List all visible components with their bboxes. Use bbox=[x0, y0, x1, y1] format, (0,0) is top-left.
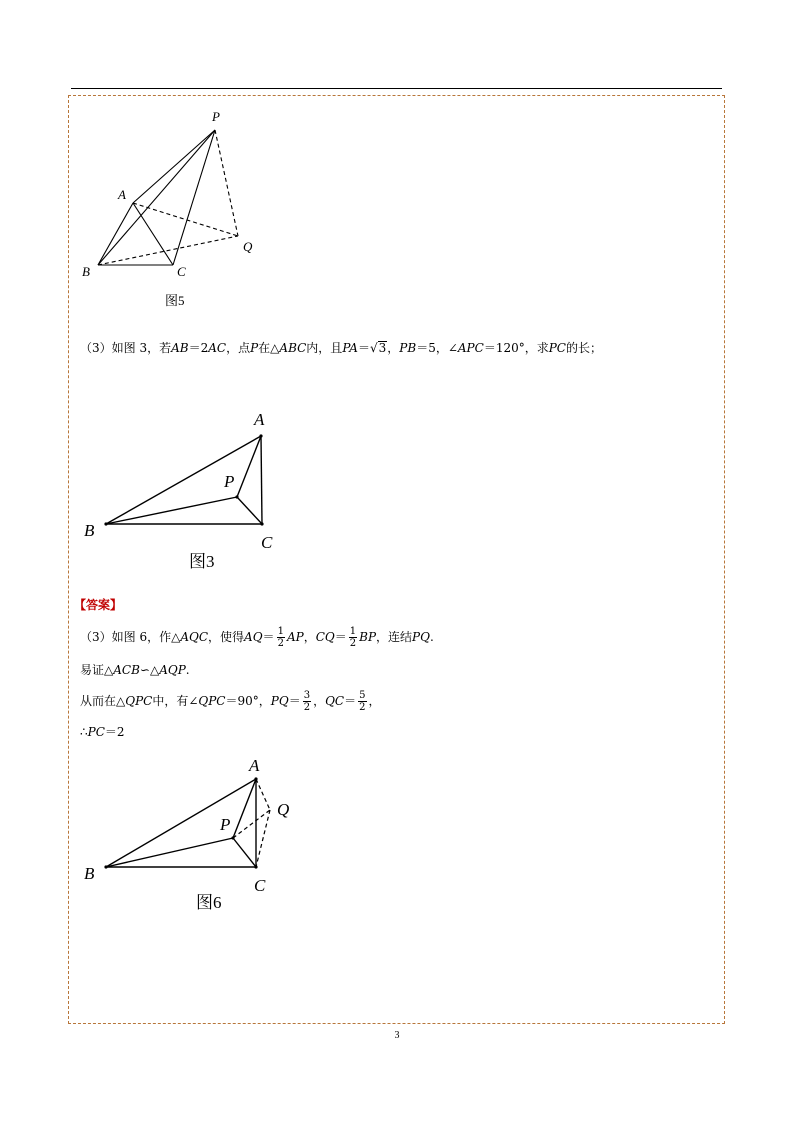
fraction-one-half-2: $\frac{1}{2}$ bbox=[349, 625, 357, 649]
seg-BP bbox=[106, 838, 233, 867]
fig6-label-Q: Q bbox=[277, 800, 290, 819]
fig5-label-P: P bbox=[212, 109, 220, 124]
fig5-label-C: C bbox=[177, 264, 186, 279]
seg-BA bbox=[106, 779, 256, 867]
fig3-label-A: A bbox=[254, 410, 265, 429]
answer-line-2: 易证△ ACB ∽△ AQP . bbox=[80, 663, 190, 677]
fig3-label-P: P bbox=[224, 472, 235, 491]
fig6-label-B: B bbox=[84, 864, 95, 883]
page-number: 3 bbox=[394, 1030, 400, 1041]
answer-line-3: 从而在△ QPC 中，有∠ QPC ＝90°， PQ ＝ $\frac{3}{2}$ ， QC ＝ $\frac{5}{2}$ ， bbox=[80, 689, 381, 713]
answer-label: 【答案】 bbox=[74, 598, 123, 612]
fig3-label-C: C bbox=[261, 533, 273, 552]
fig3-label-B: B bbox=[84, 521, 95, 540]
fig5-label-B: B bbox=[82, 264, 90, 279]
fig5-label-Q: Q bbox=[243, 239, 253, 254]
answer-line-4: ∴ PC ＝2 bbox=[80, 725, 125, 739]
fig6-caption: 图6 bbox=[196, 893, 222, 912]
fig5-label-A: A bbox=[118, 187, 126, 202]
fraction-three-halves: $\frac{3}{2}$ bbox=[303, 689, 311, 713]
seg-AQ bbox=[256, 779, 270, 810]
answer-line-1: （3）如图 6，作△ AQC ，使得 AQ ＝ $\frac{1}{2}$ AP ， CQ ＝ $\frac{1}{2}$ BP ，连结 PQ . bbox=[80, 625, 434, 649]
sqrt-three: √ 3 bbox=[369, 341, 387, 355]
fig6-label-C: C bbox=[254, 876, 266, 895]
fig5-caption: 图5 bbox=[165, 293, 185, 308]
fig6-label-P: P bbox=[220, 815, 231, 834]
seg-PC bbox=[233, 838, 256, 867]
fraction-one-half: $\frac{1}{2}$ bbox=[277, 625, 284, 649]
fig3-caption: 图3 bbox=[189, 552, 215, 571]
fig6-label-A: A bbox=[249, 756, 260, 775]
question-text: （3）如图 3，若 AB ＝2 AC ，点 P 在△ ABC 内，且 PA ＝ √ 3 ， PB ＝5，∠ APC ＝120°，求 PC 的长； bbox=[80, 341, 602, 355]
fraction-five-halves: $\frac{5}{2}$ bbox=[359, 689, 366, 713]
